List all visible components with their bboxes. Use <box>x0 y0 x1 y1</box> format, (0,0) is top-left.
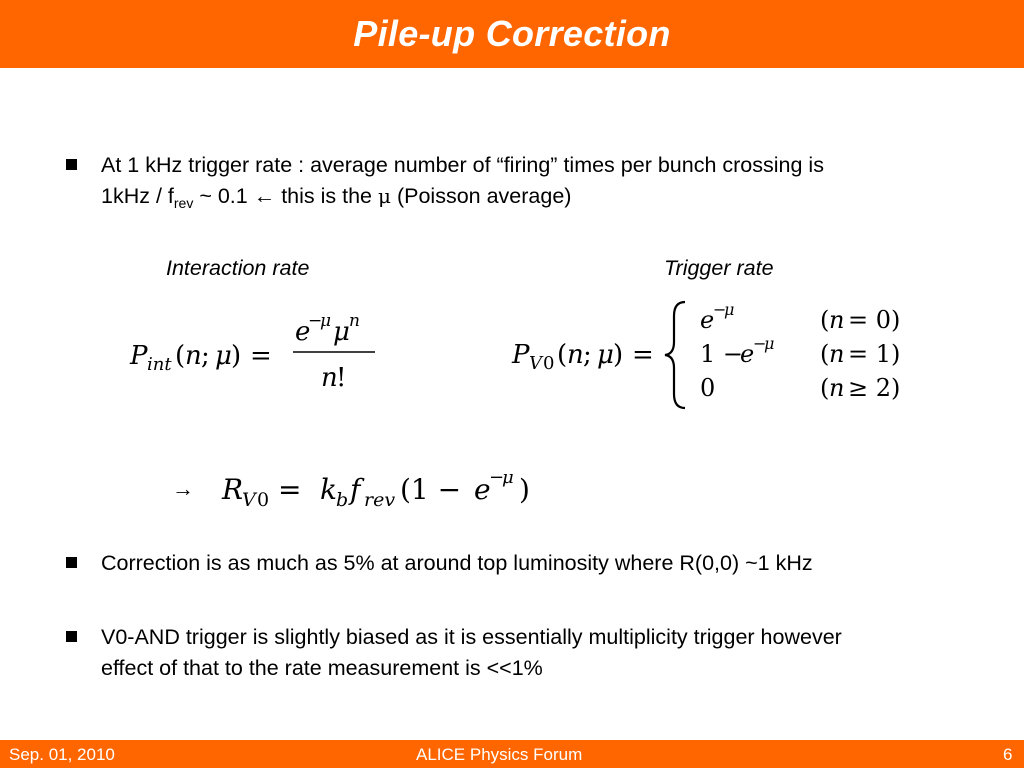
svg-text:(: ( <box>557 340 568 370</box>
trigger-rate-formula <box>508 296 928 414</box>
left-arrow-icon: ← <box>253 184 276 208</box>
svg-text:): ) <box>613 340 624 370</box>
interaction-rate-formula <box>125 306 395 396</box>
svg-text:V: V <box>242 489 256 511</box>
svg-text:n: n <box>829 340 845 368</box>
bullet-text: V0-AND trigger is slightly biased as it is essentially multiplicity trigger however effect of that to the rate measurement is <<1% <box>101 625 842 680</box>
interaction-rate-heading: Interaction rate <box>166 256 310 280</box>
svg-text:μ: μ <box>502 467 514 488</box>
svg-text:(: ( <box>175 341 186 371</box>
svg-text:=: = <box>250 341 272 371</box>
svg-text:−: − <box>713 300 727 319</box>
svg-text:(1 −: (1 − <box>400 473 462 506</box>
svg-text:e: e <box>700 306 715 334</box>
svg-text:): ) <box>519 473 530 506</box>
svg-text:=: = <box>632 340 654 370</box>
svg-text:b: b <box>336 489 349 511</box>
svg-text:−: − <box>753 334 767 353</box>
svg-text:= 1): = 1) <box>848 340 901 368</box>
bullet-firing <box>66 150 986 219</box>
svg-text:μ: μ <box>215 341 232 371</box>
svg-text:n: n <box>829 374 845 402</box>
svg-text:=: = <box>278 473 302 506</box>
svg-text:): ) <box>231 341 242 371</box>
svg-text:;: ; <box>583 340 592 370</box>
r-v0-formula <box>218 462 563 518</box>
svg-text:e: e <box>295 317 311 347</box>
svg-text:≥ 2): ≥ 2) <box>848 374 901 402</box>
svg-text:n: n <box>321 363 338 393</box>
svg-text:= 0): = 0) <box>848 306 901 334</box>
svg-text:1 −: 1 − <box>700 340 744 368</box>
bullet-square <box>66 631 77 642</box>
footer-date: Sep. 01, 2010 <box>9 745 115 764</box>
trigger-rate-heading: Trigger rate <box>664 256 774 280</box>
svg-text:n: n <box>185 341 202 371</box>
bullet-square <box>66 159 77 170</box>
svg-text:int: int <box>147 354 172 375</box>
footer-page-number: 6 <box>1003 745 1013 764</box>
svg-text:f: f <box>350 473 361 506</box>
svg-text:k: k <box>320 473 337 506</box>
svg-text:μ: μ <box>333 317 350 347</box>
svg-text:;: ; <box>201 341 210 371</box>
title-bar <box>0 0 1024 68</box>
svg-text:P: P <box>130 341 148 371</box>
svg-text:−: − <box>308 311 323 331</box>
svg-text:0: 0 <box>257 489 270 511</box>
slide-title: Pile-up Correction <box>353 13 671 54</box>
svg-text:e: e <box>740 340 755 368</box>
svg-text:R: R <box>222 473 244 506</box>
svg-text:(: ( <box>820 374 830 402</box>
svg-text:rev: rev <box>364 489 396 511</box>
right-arrow-icon: → <box>172 476 194 501</box>
bullet-v0-and <box>66 622 986 684</box>
svg-text:μ: μ <box>764 334 775 353</box>
svg-text:n: n <box>567 340 584 370</box>
bullet-square <box>66 557 77 568</box>
svg-text:(: ( <box>820 306 830 334</box>
svg-text:μ: μ <box>724 300 735 319</box>
svg-text:n: n <box>349 311 360 331</box>
svg-text:!: ! <box>336 363 347 393</box>
svg-text:0: 0 <box>543 353 555 374</box>
footer-forum: ALICE Physics Forum <box>416 745 583 764</box>
svg-text:μ: μ <box>320 311 332 331</box>
bullet-correction <box>66 548 986 579</box>
svg-text:P: P <box>512 340 530 370</box>
svg-text:μ: μ <box>597 340 614 370</box>
bullet-text: Correction is as much as 5% at around top luminosity where R(0,0) ~1 kHz <box>101 551 813 575</box>
svg-text:0: 0 <box>700 374 716 402</box>
svg-text:n: n <box>829 306 845 334</box>
svg-text:e: e <box>474 473 491 506</box>
footer-bar <box>0 740 1024 768</box>
svg-text:−: − <box>489 467 505 488</box>
svg-text:V: V <box>529 353 542 374</box>
bullet-text: At 1 kHz trigger rate : average number of “firing” times per bunch crossing is $1kHz / f_{rev}$ ~ 0.1 ← this is the μ (Poisson average) <box>101 153 824 211</box>
svg-text:(: ( <box>820 340 830 368</box>
